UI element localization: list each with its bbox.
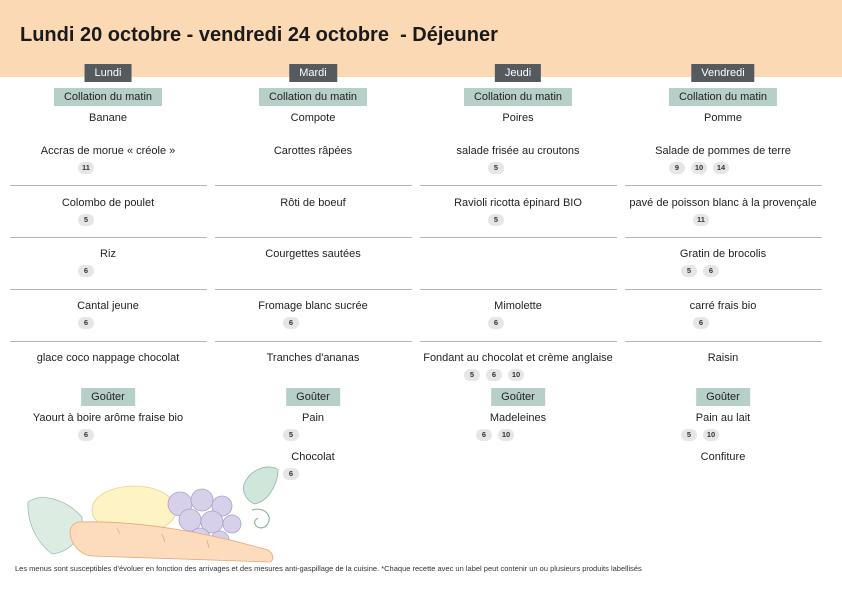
menu-item: Tranches d'ananas xyxy=(266,352,360,364)
allergen-badge: 6 xyxy=(283,317,299,329)
allergen-badge: 6 xyxy=(78,317,94,329)
allergen-badge: 6 xyxy=(78,265,94,277)
allergen-list xyxy=(693,214,709,226)
menu-item: Banane xyxy=(89,112,127,124)
allergen-list xyxy=(283,429,299,441)
menu-item: Salade de pommes de terre xyxy=(655,145,791,157)
day-header-lundi: Lundi xyxy=(85,64,132,82)
menu-item: Fromage blanc sucrée xyxy=(258,300,368,312)
allergen-badge: 5 xyxy=(681,429,697,441)
row-divider xyxy=(10,185,207,186)
menu-item: Pain au lait xyxy=(695,412,751,424)
menu-item: glace coco nappage chocolat xyxy=(36,352,180,364)
row-divider xyxy=(625,341,822,342)
allergen-badge: 5 xyxy=(464,369,480,381)
vegetables-illustration xyxy=(22,462,284,566)
menu-item: Compote xyxy=(290,112,336,124)
menu-item: Ravioli ricotta épinard BIO xyxy=(454,197,582,209)
allergen-badge: 10 xyxy=(703,429,719,441)
grape-tendril-shape xyxy=(252,509,269,528)
allergen-badge: 6 xyxy=(703,265,719,277)
allergen-badge: 5 xyxy=(283,429,299,441)
allergen-list xyxy=(78,317,94,329)
allergen-list xyxy=(693,317,709,329)
row-divider xyxy=(215,237,412,238)
row-divider xyxy=(215,185,412,186)
allergen-list xyxy=(78,214,94,226)
allergen-badge: 14 xyxy=(713,162,729,174)
day-header-jeudi: Jeudi xyxy=(495,64,541,82)
row-divider xyxy=(215,341,412,342)
allergen-badge: 11 xyxy=(78,162,94,174)
menu-item: Pomme xyxy=(704,112,742,124)
allergen-list xyxy=(78,265,94,277)
footer-note: Les menus sont susceptibles d'évoluer en fonction des arrivages et des mesures anti-gaspillage de la cuisine. *Chaque recette avec un label peut contenir un ou plusieurs produits labellisés xyxy=(15,564,642,573)
menu-item: Confiture xyxy=(700,451,746,463)
row-divider xyxy=(625,185,822,186)
row-divider xyxy=(625,289,822,290)
day-header-mardi: Mardi xyxy=(289,64,337,82)
menu-item: Pain xyxy=(301,412,325,424)
carrot-shape xyxy=(70,522,273,562)
row-divider xyxy=(215,289,412,290)
page-title: Lundi 20 octobre - vendredi 24 octobre - Déjeuner xyxy=(20,24,498,46)
menu-item: Poires xyxy=(502,112,534,124)
row-divider xyxy=(625,237,822,238)
menu-item: salade frisée au croutons xyxy=(456,145,580,157)
menu-item: Raisin xyxy=(707,352,739,364)
menu-item: Courgettes sautées xyxy=(265,248,361,260)
menu-item: Colombo de poulet xyxy=(61,197,155,209)
allergen-list xyxy=(283,317,299,329)
allergen-list xyxy=(78,162,94,174)
section-morning-snack: Collation du matin xyxy=(669,88,777,106)
menu-item: Chocolat xyxy=(291,451,335,463)
section-morning-snack: Collation du matin xyxy=(464,88,572,106)
allergen-badge: 6 xyxy=(488,317,504,329)
day-header-vendredi: Vendredi xyxy=(691,64,754,82)
allergen-badge: 9 xyxy=(669,162,685,174)
menu-item: pavé de poisson blanc à la provençale xyxy=(629,197,817,209)
allergen-list xyxy=(681,265,719,277)
menu-item: Fondant au chocolat et crème anglaise xyxy=(423,352,613,364)
section-morning-snack: Collation du matin xyxy=(259,88,367,106)
allergen-list xyxy=(681,429,719,441)
allergen-list xyxy=(464,369,524,381)
allergen-list xyxy=(488,162,504,174)
allergen-badge: 6 xyxy=(283,468,299,480)
row-divider xyxy=(420,289,617,290)
allergen-list xyxy=(669,162,729,174)
allergen-list xyxy=(488,214,504,226)
grape-leaf-shape xyxy=(243,467,278,504)
row-divider xyxy=(10,237,207,238)
section-gouter: Goûter xyxy=(286,388,340,406)
menu-item: Yaourt à boire arôme fraise bio xyxy=(32,412,184,424)
allergen-badge: 10 xyxy=(508,369,524,381)
row-divider xyxy=(420,341,617,342)
section-gouter: Goûter xyxy=(491,388,545,406)
menu-item: Madeleines xyxy=(489,412,547,424)
allergen-badge: 6 xyxy=(476,429,492,441)
section-gouter: Goûter xyxy=(696,388,750,406)
allergen-list xyxy=(283,468,299,480)
menu-item: Cantal jeune xyxy=(77,300,139,312)
row-divider xyxy=(10,341,207,342)
allergen-badge: 10 xyxy=(691,162,707,174)
menu-item: Riz xyxy=(100,248,116,260)
section-morning-snack: Collation du matin xyxy=(54,88,162,106)
allergen-badge: 6 xyxy=(78,429,94,441)
allergen-badge: 10 xyxy=(498,429,514,441)
allergen-badge: 6 xyxy=(486,369,502,381)
allergen-badge: 5 xyxy=(78,214,94,226)
row-divider xyxy=(420,237,617,238)
allergen-list xyxy=(476,429,514,441)
menu-item: carré frais bio xyxy=(689,300,757,312)
menu-item: Mimolette xyxy=(494,300,542,312)
allergen-badge: 11 xyxy=(693,214,709,226)
allergen-badge: 6 xyxy=(693,317,709,329)
menu-item: Accras de morue « créole » xyxy=(40,145,176,157)
section-gouter: Goûter xyxy=(81,388,135,406)
menu-item: Gratin de brocolis xyxy=(679,248,767,260)
allergen-badge: 5 xyxy=(681,265,697,277)
allergen-list xyxy=(488,317,504,329)
menu-item: Rôti de boeuf xyxy=(280,197,346,209)
allergen-list xyxy=(78,429,94,441)
allergen-badge: 5 xyxy=(488,162,504,174)
row-divider xyxy=(420,185,617,186)
menu-item: Carottes râpées xyxy=(273,145,353,157)
allergen-badge: 5 xyxy=(488,214,504,226)
row-divider xyxy=(10,289,207,290)
